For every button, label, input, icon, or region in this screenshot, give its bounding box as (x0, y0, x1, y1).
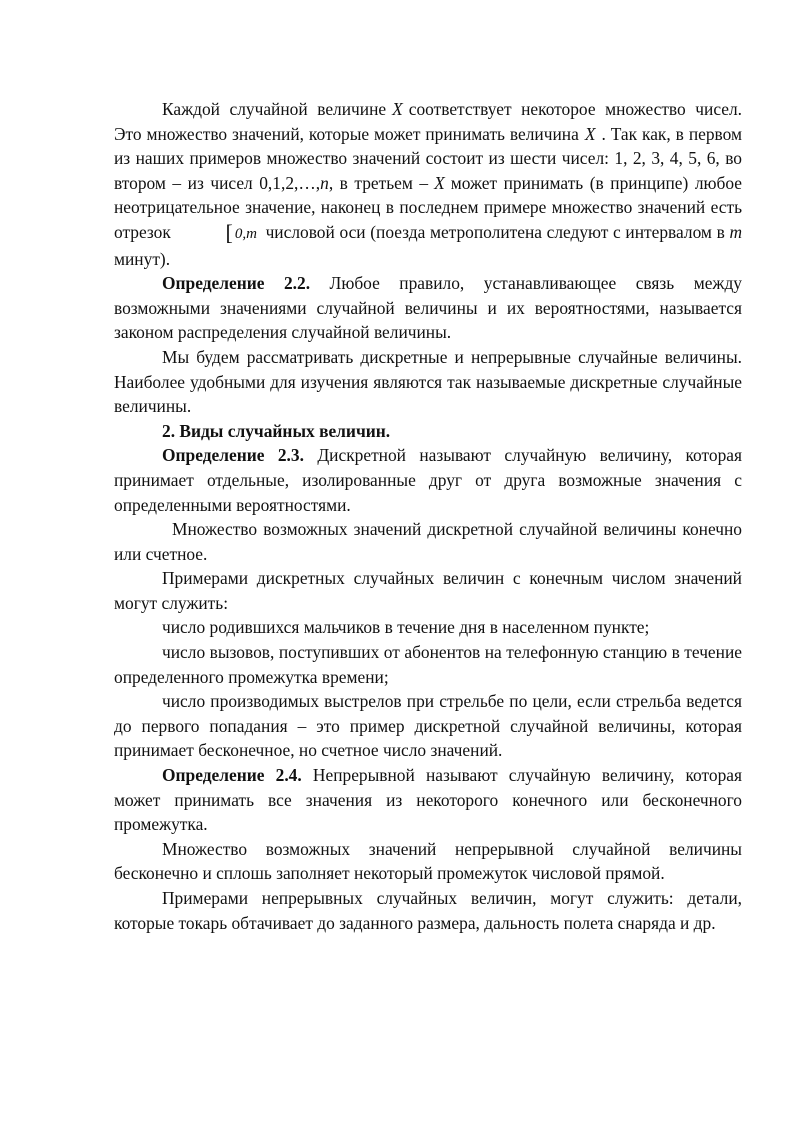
paragraph-continuous-examples: Примерами непрерывных случайных величин, могут служить: детали, которые токарь обтачивает до заданного размера, дальность полета снаряда и др. (114, 888, 742, 933)
definition-2-3 (114, 443, 742, 517)
paragraph-discrete-examples-intro: Примерами дискретных случайных величин с конечным числом значений могут служить: (114, 568, 742, 613)
interval-bracket: [ (225, 219, 233, 245)
text-run: , в третьем – (328, 172, 429, 193)
text-run: . Так как, в первом из наших примеров множество значений состоит из шести чисел: 1, 2, 3, 4, 5, 6, во втором – из чисел 0,1,2,…, (114, 123, 742, 193)
definition-label: Определение 2.2. (162, 273, 311, 294)
math-variable-n: n (320, 172, 329, 193)
definition-label: Определение 2.4. (162, 765, 302, 786)
text-run: числовой оси (поезда метрополитена следуют с интервалом в (265, 221, 725, 242)
text-run: минут). (114, 248, 171, 269)
paragraph-random-variable-values (114, 97, 742, 271)
document-page (114, 97, 742, 935)
paragraph-continuous-set: Множество возможных значений непрерывной случайной величины бесконечно и сплошь заполняет некоторый промежуток числовой прямой. (114, 838, 742, 884)
text-run: Каждой случайной величине (162, 99, 387, 119)
math-variable-x: X (584, 123, 596, 144)
interval-body: 0,m (234, 225, 257, 242)
definition-2-4 (114, 763, 742, 837)
math-variable-x: X (392, 99, 403, 119)
math-variable-x: X (434, 172, 445, 193)
example-boys-born: число родившихся мальчиков в течение дня в населенном пункте; (162, 617, 650, 638)
example-shots-fired: число производимых выстрелов при стрельбе по цели, если стрельба ведется до первого попадания – это пример дискретной случайной величины, которая принимает бесконечное, но счетное число значений. (114, 691, 742, 761)
definition-label: Определение 2.3. (162, 445, 304, 466)
paragraph-finite-or-countable: Множество возможных значений дискретной случайной величины конечно или счетное. (114, 519, 742, 564)
example-phone-calls: число вызовов, поступивших от абонентов на телефонную станцию в течение определенного промежутка времени; (114, 642, 742, 687)
definition-text: Дискретной называют случайную величину, которая принимает отдельные, изолированные друг от друга возможные значения с определенными вероятностями. (114, 445, 742, 515)
math-interval (175, 221, 260, 247)
math-variable-m: m (729, 221, 743, 242)
section-heading: 2. Виды случайных величин. (162, 420, 391, 441)
text-run: соответствует некоторое множество чисел. Это множество значений, которые может принимать величина (114, 99, 742, 144)
paragraph-discrete-continuous: Мы будем рассматривать дискретные и непрерывные случайные величины. Наиболее удобными для изучения являются так называемые дискретные случайные величины. (114, 346, 742, 417)
text-run: может принимать (в принципе) любое неотрицательное значение, наконец в последнем примере множество значений есть отрезок (114, 172, 742, 242)
definition-text: Любое правило, устанавливающее связь между возможными значениями случайной величины и их вероятностями, называется законом распределения случайной величины. (114, 273, 742, 343)
definition-text: Непрерывной называют случайную величину, которая может принимать все значения из некоторого конечного или бесконечного промежутка. (114, 765, 742, 835)
definition-2-2 (114, 271, 742, 345)
